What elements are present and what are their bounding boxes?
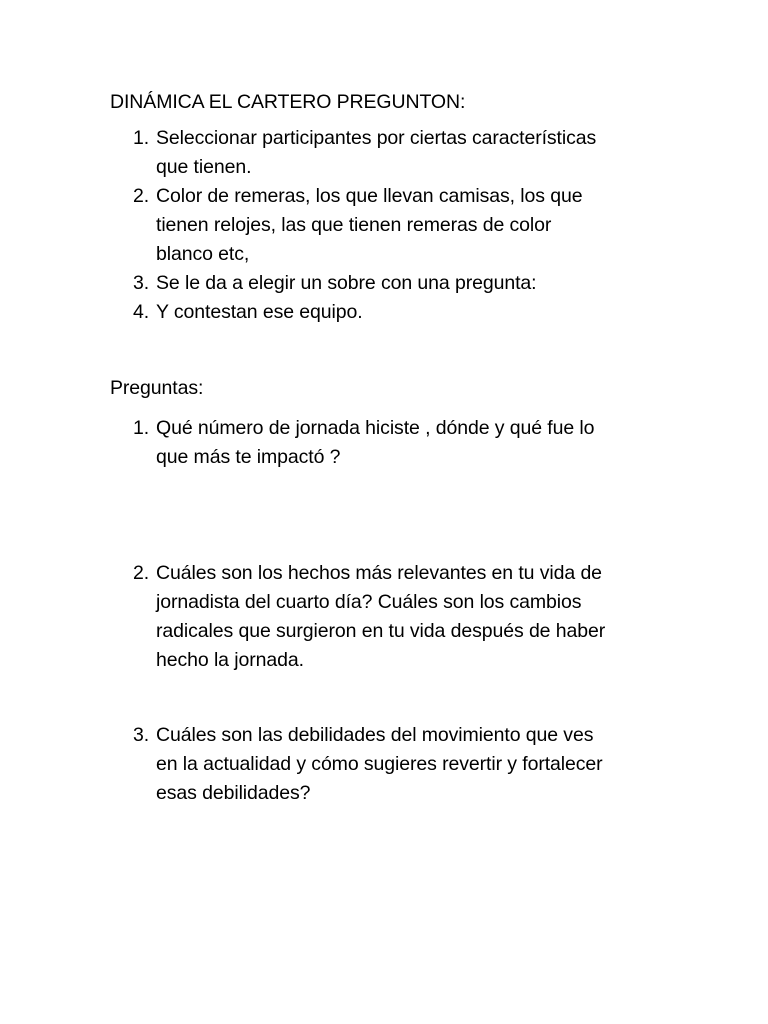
list-text-line: Y contestan ese equipo.	[156, 301, 363, 323]
list-text-line: hecho la jornada.	[156, 649, 304, 671]
list-text-line: Qué número de jornada hiciste , dónde y qué fue lo	[156, 417, 595, 439]
questions-heading: Preguntas:	[110, 377, 204, 399]
list-number: 2.	[133, 185, 150, 207]
list-text-line: que tienen.	[156, 156, 252, 178]
list-number: 2.	[133, 562, 150, 584]
list-text-line: esas debilidades?	[156, 782, 311, 804]
list-text-line: que más te impactó ?	[156, 446, 341, 468]
list-number: 4.	[133, 301, 150, 323]
list-text-line: tienen relojes, las que tienen remeras de color	[156, 214, 552, 236]
list-text-line: jornadista del cuarto día? Cuáles son los cambios	[156, 591, 582, 613]
list-text-line: en la actualidad y cómo sugieres revertir y fortalecer	[156, 753, 603, 775]
list-text-line: radicales que surgieron en tu vida después de haber	[156, 620, 606, 642]
list-number: 3.	[133, 272, 150, 294]
list-text-line: Color de remeras, los que llevan camisas, los que	[156, 185, 583, 207]
list-text-line: Cuáles son los hechos más relevantes en tu vida de	[156, 562, 602, 584]
list-text-line: blanco etc,	[156, 243, 250, 265]
list-number: 3.	[133, 724, 150, 746]
list-text-line: Seleccionar participantes por ciertas características	[156, 127, 597, 149]
list-text-line: Se le da a elegir un sobre con una pregunta:	[156, 272, 537, 294]
list-text-line: Cuáles son las debilidades del movimiento que ves	[156, 724, 594, 746]
list-number: 1.	[133, 127, 150, 149]
document-title: DINÁMICA EL CARTERO PREGUNTON:	[110, 91, 466, 113]
list-number: 1.	[133, 417, 150, 439]
